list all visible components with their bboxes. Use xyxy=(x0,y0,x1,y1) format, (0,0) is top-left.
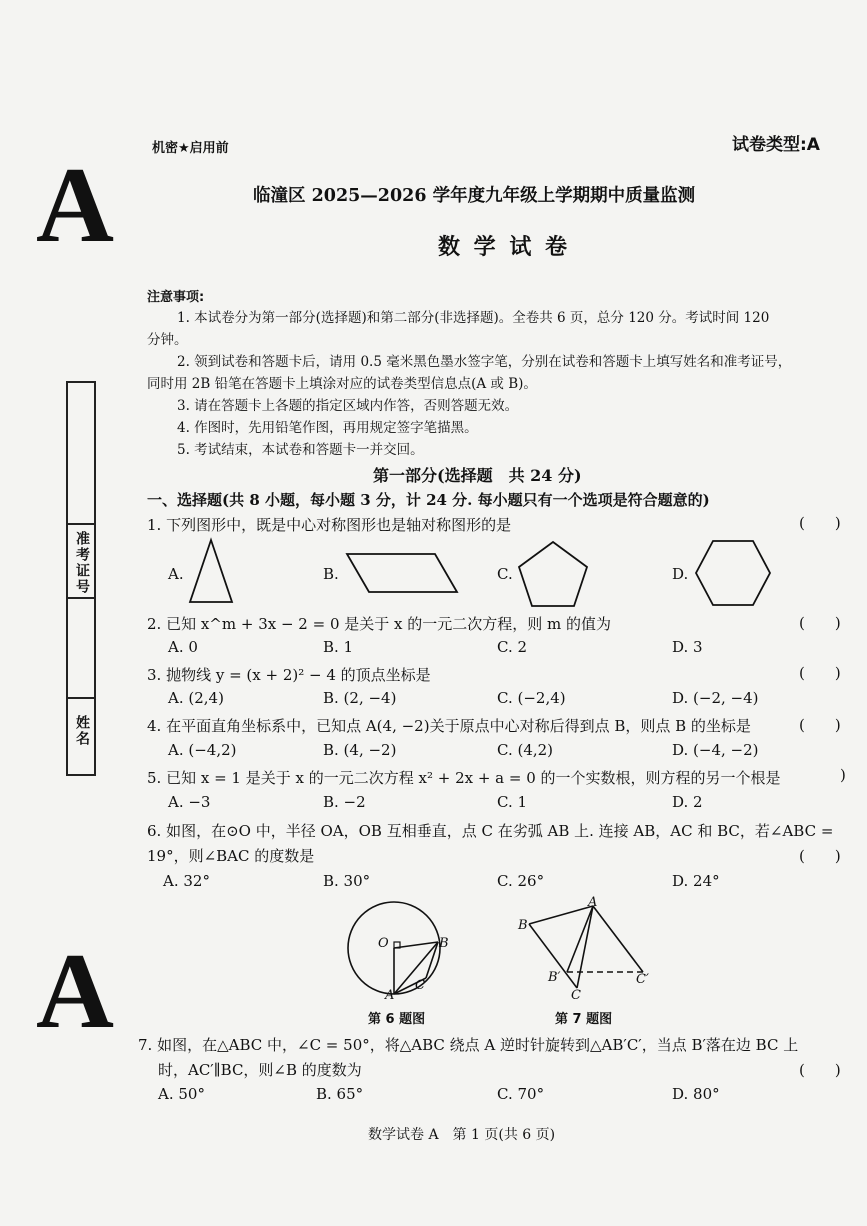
q3-option-c[interactable]: C. (−2,4) xyxy=(497,689,566,707)
fig7-label-a: A xyxy=(588,895,598,910)
q3-option-b[interactable]: B. (2, −4) xyxy=(323,689,397,707)
q4-answer-paren[interactable]: ( ) xyxy=(799,716,841,734)
fig7-label-c-prime: C′ xyxy=(636,972,649,987)
q3-option-d[interactable]: D. (−2, −4) xyxy=(672,689,759,707)
q3-answer-paren[interactable]: ( ) xyxy=(799,664,841,682)
pentagon-figure xyxy=(516,540,590,610)
fig7-label-b: B xyxy=(518,918,528,933)
q6-option-a[interactable]: A. 32° xyxy=(163,872,210,890)
q2-option-c[interactable]: C. 2 xyxy=(497,638,528,656)
q7-option-d[interactable]: D. 80° xyxy=(672,1085,720,1103)
notice-line: 同时用 2B 铅笔在答题卡上填涂对应的试卷类型信息点(A 或 B)。 xyxy=(147,376,537,392)
fig7-label-c: C xyxy=(571,988,581,1003)
part1-title: 第一部分(选择题 共 24 分) xyxy=(373,466,582,485)
notice-line: 4. 作图时，先用铅笔作图，再用规定签字笔描黑。 xyxy=(177,420,478,436)
q6-stem: 6. 如图，在⊙O 中，半径 OA，OB 互相垂直，点 C 在劣弧 AB 上. 连接 AB，AC 和 BC，若∠ABC = xyxy=(147,822,834,840)
q2-stem: 2. 已知 x^m + 3x − 2 = 0 是关于 x 的一元二次方程，则 m 的值为 xyxy=(147,615,612,633)
notice-line: 3. 请在答题卡上各题的指定区域内作答，否则答题无效。 xyxy=(177,398,519,414)
paper-type-letter-top: A xyxy=(36,146,114,265)
q6-option-b[interactable]: B. 30° xyxy=(323,872,371,890)
q7-option-c[interactable]: C. 70° xyxy=(497,1085,545,1103)
notice-line: 5. 考试结束，本试卷和答题卡一并交回。 xyxy=(177,442,424,458)
q5-option-b[interactable]: B. −2 xyxy=(323,793,366,811)
q3-option-a[interactable]: A. (2,4) xyxy=(168,689,224,707)
fig6-label-c: C xyxy=(415,978,425,993)
q6-option-d[interactable]: D. 24° xyxy=(672,872,720,890)
q6-option-c[interactable]: C. 26° xyxy=(497,872,545,890)
fig6-label-a: A xyxy=(385,988,395,1003)
exam-id-label: 准考证号 xyxy=(74,531,90,595)
notice-line: 分钟。 xyxy=(147,332,188,348)
q1-option-c[interactable]: C. xyxy=(497,565,513,583)
q4-option-a[interactable]: A. (−4,2) xyxy=(168,741,237,759)
hexagon-figure xyxy=(693,538,773,608)
q1-stem: 1. 下列图形中，既是中心对称图形也是轴对称图形的是 xyxy=(147,516,512,534)
fig6-caption: 第 6 题图 xyxy=(368,1012,426,1027)
q7-option-b[interactable]: B. 65° xyxy=(316,1085,364,1103)
fig6-label-o: O xyxy=(378,936,389,951)
q4-option-b[interactable]: B. (4, −2) xyxy=(323,741,397,759)
q2-option-a[interactable]: A. 0 xyxy=(168,638,198,656)
q3-stem: 3. 抛物线 y = (x + 2)² − 4 的顶点坐标是 xyxy=(147,666,431,684)
notice-heading: 注意事项: xyxy=(147,290,205,305)
q7-answer-paren[interactable]: ( ) xyxy=(799,1061,841,1079)
q2-option-d[interactable]: D. 3 xyxy=(672,638,703,656)
q4-option-c[interactable]: C. (4,2) xyxy=(497,741,554,759)
q2-answer-paren[interactable]: ( ) xyxy=(799,614,841,632)
paper-type: 试卷类型:A xyxy=(732,135,820,155)
triangle-figure xyxy=(186,538,236,606)
parallelogram-figure xyxy=(343,550,463,598)
q6-stem-continued: 19°，则∠BAC 的度数是 xyxy=(147,847,315,865)
notice-line: 2. 领到试卷和答题卡后，请用 0.5 毫米黑色墨水签字笔，分别在试卷和答题卡上填写姓名和准考证号， xyxy=(177,354,792,370)
q1-option-b[interactable]: B. xyxy=(323,565,339,583)
q2-option-b[interactable]: B. 1 xyxy=(323,638,354,656)
q5-stem: 5. 已知 x = 1 是关于 x 的一元二次方程 x² + 2x + a = 0 的一个实数根，则方程的另一个根是 xyxy=(147,769,781,787)
q7-option-a[interactable]: A. 50° xyxy=(158,1085,205,1103)
fig6-label-b: B xyxy=(439,936,449,951)
name-label: 姓名 xyxy=(74,715,90,747)
name-box[interactable] xyxy=(66,697,96,776)
q1-option-d[interactable]: D. xyxy=(672,565,689,583)
q5-option-d[interactable]: D. 2 xyxy=(672,793,703,811)
paper-type-letter-bottom: A xyxy=(36,932,114,1051)
exam-id-box[interactable] xyxy=(66,381,96,701)
q5-answer-paren[interactable]: ) xyxy=(840,766,846,784)
q5-option-a[interactable]: A. −3 xyxy=(168,793,211,811)
q4-option-d[interactable]: D. (−4, −2) xyxy=(672,741,759,759)
fig7-caption: 第 7 题图 xyxy=(555,1012,613,1027)
page-footer: 数学试卷 A 第 1 页(共 6 页) xyxy=(368,1127,556,1143)
q1-option-a[interactable]: A. xyxy=(168,565,184,583)
figure-7-rotation-diagram xyxy=(515,898,655,998)
q5-option-c[interactable]: C. 1 xyxy=(497,793,528,811)
q7-stem: 7. 如图，在△ABC 中，∠C = 50°，将△ABC 绕点 A 逆时针旋转到△AB′C′，当点 B′落在边 BC 上 xyxy=(138,1036,799,1054)
section-heading: 一、选择题(共 8 小题，每小题 3 分，计 24 分. 每小题只有一个选项是符合题意的) xyxy=(147,491,710,509)
figure-6-circle-diagram xyxy=(340,898,450,1008)
fig7-label-b-prime: B′ xyxy=(548,970,561,985)
subject-title: 数 学 试 卷 xyxy=(438,235,570,260)
q1-answer-paren[interactable]: ( ) xyxy=(799,514,841,532)
q7-stem-continued: 时，AC′∥BC，则∠B 的度数为 xyxy=(158,1061,362,1079)
exam-title: 临潼区 2025—2026 学年度九年级上学期期中质量监测 xyxy=(253,186,696,206)
q6-answer-paren[interactable]: ( ) xyxy=(799,847,841,865)
confidential-mark: 机密★启用前 xyxy=(152,141,229,156)
notice-line: 1. 本试卷分为第一部分(选择题)和第二部分(非选择题)。全卷共 6 页，总分 120 分。考试时间 120 xyxy=(177,310,770,326)
q4-stem: 4. 在平面直角坐标系中，已知点 A(4, −2)关于原点中心对称后得到点 B，则点 B 的坐标是 xyxy=(147,717,751,735)
